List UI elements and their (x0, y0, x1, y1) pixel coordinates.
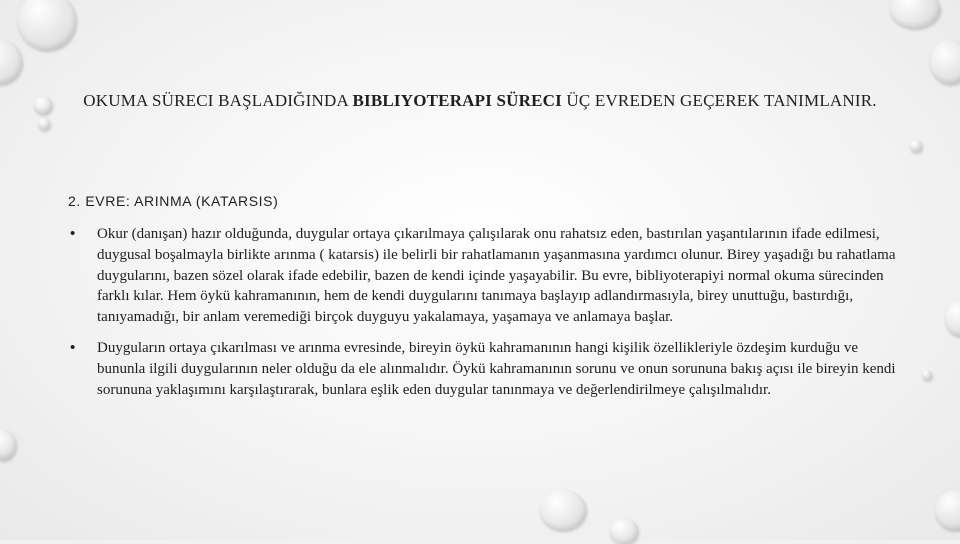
water-drop-decoration (610, 518, 638, 544)
bullet-icon: • (70, 225, 76, 242)
water-drop-decoration (38, 118, 50, 130)
bullet-list (68, 224, 898, 410)
section-subheading: 2. EVRE: ARINMA (KATARSIS) (68, 193, 279, 209)
bullet-icon: • (70, 338, 76, 356)
title-text-start: OKUMA SÜRECI BAŞLADIĞINDA (83, 91, 353, 110)
list-item (68, 338, 898, 400)
slide-title (80, 90, 880, 112)
water-drop-decoration (922, 370, 932, 380)
water-drop-decoration (910, 140, 922, 152)
bullet-text: Duyguların ortaya çıkarılması ve arınma evresinde, bireyin öykü kahramanının hangi kişilik özellikleriyle özdeşim kurduğu ve bununla ilgili duygularının neler olduğu da ele alınmalıdır. Öykü kahramanının sorunu ve onun sorununa bakış açısı ile bireyin kendi sorununa yaklaşımını karşılaştırarak, bunlara eşlik eden duygular tanınmaya ve değerlendirilmeye çalışılmalıdır. (97, 339, 896, 398)
list-item (68, 224, 898, 328)
water-drop-decoration (540, 490, 586, 530)
title-text-bold: BIBLIYOTERAPI SÜRECI (352, 91, 562, 110)
bullet-text: Okur (danışan) hazır olduğunda, duygular ortaya çıkarılmaya çalışılarak onu rahatsız eden, bastırılan yaşantılarının ifade edilmesi, duygusal boşalmayla birlikte arınma ( katarsis) ile belirli bir rahatlamanın yaşanmasına yardımcı olunur. Birey yaşadığı bu rahatlama duygularını, bazen sözel olarak ifade edebilir, bazen de kendi içinde yaşayabilir. Bu evre, bibliyoterapiyi normal okuma sürecinden farklı kılar. Hem öykü kahramanının, hem de kendi duygularını tanımaya başlayıp adlandırmasıyla, birey unuttuğu, bastırdığı, tanıyamadığı, bir anlam veremediği birçok duyguyu yakalamaya, yaşamaya ve anlamaya başlar. (97, 226, 896, 326)
water-drop-decoration (34, 96, 52, 114)
title-text-end: ÜÇ EVREDEN GEÇEREK TANIMLANIR. (561, 91, 877, 110)
